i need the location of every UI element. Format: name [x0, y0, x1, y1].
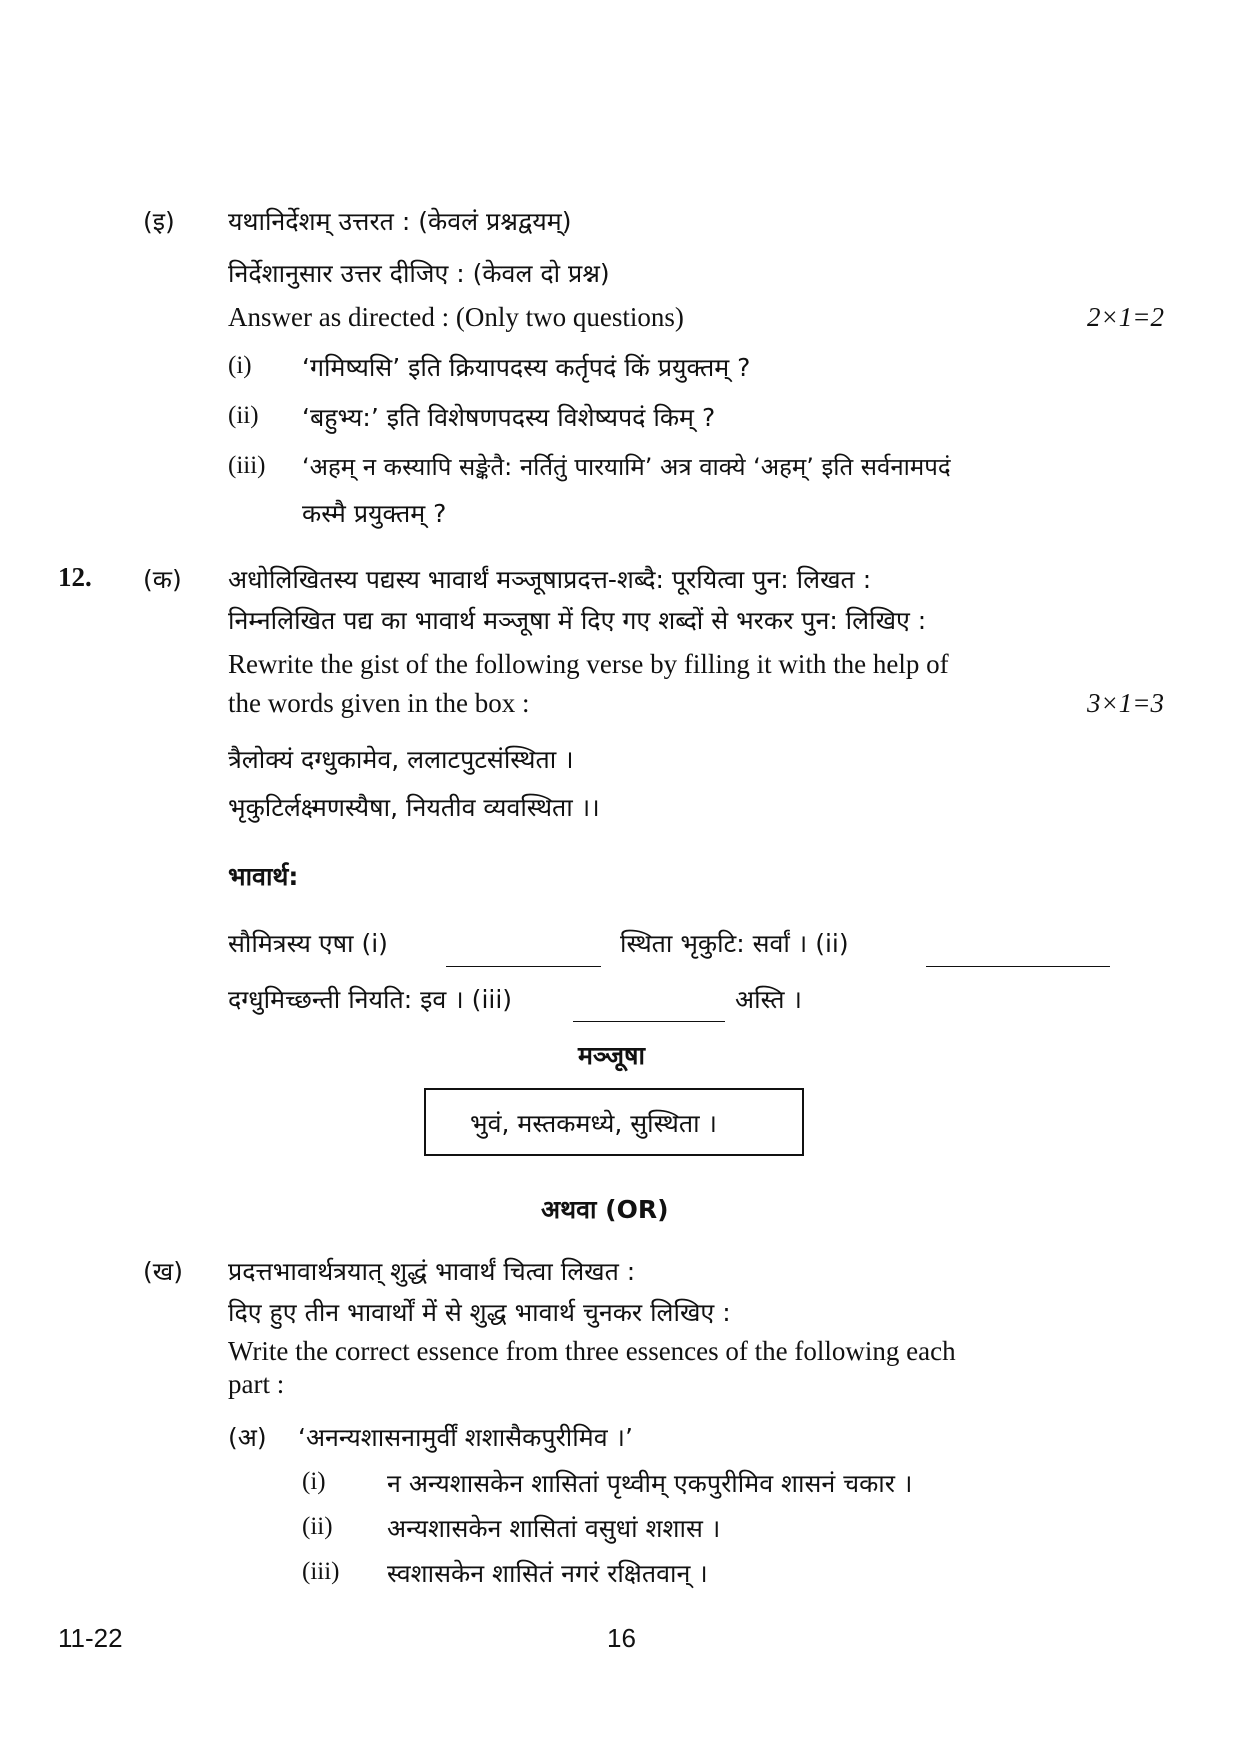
gist-line-1-part-a: सौमित्रस्य एषा (i): [228, 929, 388, 958]
gist-line-1-part-b: स्थिता भृकुटि: सर्वां । (ii): [620, 929, 849, 958]
manjusha-heading: मञ्जूषा: [578, 1041, 645, 1070]
verse-line-1: त्रैलोक्यं दग्धुकामेव, ललाटपुटसंस्थिता ।: [228, 745, 574, 774]
part-ka-label: (क): [143, 565, 182, 594]
part-i-marks: 2×1=2: [1087, 302, 1164, 332]
or-label: अथवा (OR): [541, 1195, 669, 1224]
gist-blank-3: [573, 1007, 725, 1026]
gist-blank-1: [446, 952, 601, 971]
part-kha-instruction-english-2: part :: [228, 1369, 285, 1399]
part-i-q1-number: (i): [228, 352, 252, 379]
part-ka-instruction-sanskrit: अधोलिखितस्य पद्यस्य भावार्थं मञ्जूषाप्रदत्त-शब्दै: पूरयित्वा पुन: लिखत :: [228, 565, 872, 594]
option-1-text: न अन्यशासकेन शासितां पृथ्वीम् एकपुरीमिव शासनं चकार ।: [387, 1469, 913, 1498]
footer-code: 11-22: [58, 1623, 123, 1653]
part-i-instruction-hindi: निर्देशानुसार उत्तर दीजिए : (केवल दो प्रश्न): [228, 259, 610, 288]
part-ka-instruction-hindi: निम्नलिखित पद्य का भावार्थ मञ्जूषा में दिए गए शब्दों से भरकर पुन: लिखिए :: [228, 606, 927, 635]
part-kha-instruction-sanskrit: प्रदत्तभावार्थत्रयात् शुद्धं भावार्थं चित्वा लिखत :: [228, 1257, 636, 1286]
part-i-q3-number: (iii): [228, 452, 266, 479]
question-12-number: 12.: [58, 562, 92, 592]
manjusha-words: भुवं, मस्तकमध्ये, सुस्थिता ।: [470, 1109, 717, 1138]
gist-line-2-part-a: दग्धुमिच्छन्ती नियति: इव । (iii): [228, 985, 513, 1014]
part-i-instruction-english: Answer as directed : (Only two questions): [228, 302, 684, 332]
part-i-q1-text: ‘गमिष्यसि’ इति क्रियापदस्य कर्तृपदं किं प्रयुक्तम् ?: [302, 353, 751, 382]
part-i-label: (इ): [143, 207, 175, 236]
option-1-number: (i): [302, 1468, 326, 1495]
option-2-number: (ii): [302, 1513, 333, 1540]
bhavarth-heading: भावार्थ:: [228, 862, 299, 891]
sub-a-text: ‘अनन्यशासनामुर्वीं शशासैकपुरीमिव ।’: [298, 1423, 633, 1452]
part-ka-instruction-english-2: the words given in the box :: [228, 688, 530, 718]
part-i-q2-number: (ii): [228, 402, 259, 429]
part-i-q2-text: ‘बहुभ्य:’ इति विशेषणपदस्य विशेष्यपदं किम् ?: [302, 403, 716, 432]
part-kha-label: (ख): [143, 1257, 183, 1286]
sub-a-label: (अ): [228, 1423, 267, 1452]
part-ka-marks: 3×1=3: [1087, 688, 1164, 718]
page-number: 16: [607, 1623, 636, 1653]
part-kha-instruction-english-1: Write the correct essence from three essences of the following each: [228, 1336, 956, 1366]
part-i-q3-text: ‘अहम् न कस्यापि सङ्केतै: नर्तितुं पारयामि’ अत्र वाक्ये ‘अहम्’ इति सर्वनामपदं: [302, 453, 951, 481]
gist-blank-2: [926, 952, 1110, 971]
part-i-q3-text-continued: कस्मै प्रयुक्तम् ?: [302, 499, 447, 528]
option-2-text: अन्यशासकेन शासितां वसुधां शशास ।: [387, 1514, 721, 1543]
part-ka-instruction-english-1: Rewrite the gist of the following verse by filling it with the help of: [228, 649, 949, 679]
part-i-instruction-sanskrit: यथानिर्देशम् उत्तरत : (केवलं प्रश्नद्वयम्): [228, 207, 572, 236]
verse-line-2: भृकुटिर्लक्ष्मणस्यैषा, नियतीव व्यवस्थिता ।।: [228, 793, 600, 822]
option-3-number: (iii): [302, 1558, 340, 1585]
option-3-text: स्वशासकेन शासितं नगरं रक्षितवान् ।: [387, 1559, 708, 1588]
gist-line-2-part-b: अस्ति ।: [735, 985, 802, 1014]
part-kha-instruction-hindi: दिए हुए तीन भावार्थों में से शुद्ध भावार्थ चुनकर लिखिए :: [228, 1298, 731, 1327]
